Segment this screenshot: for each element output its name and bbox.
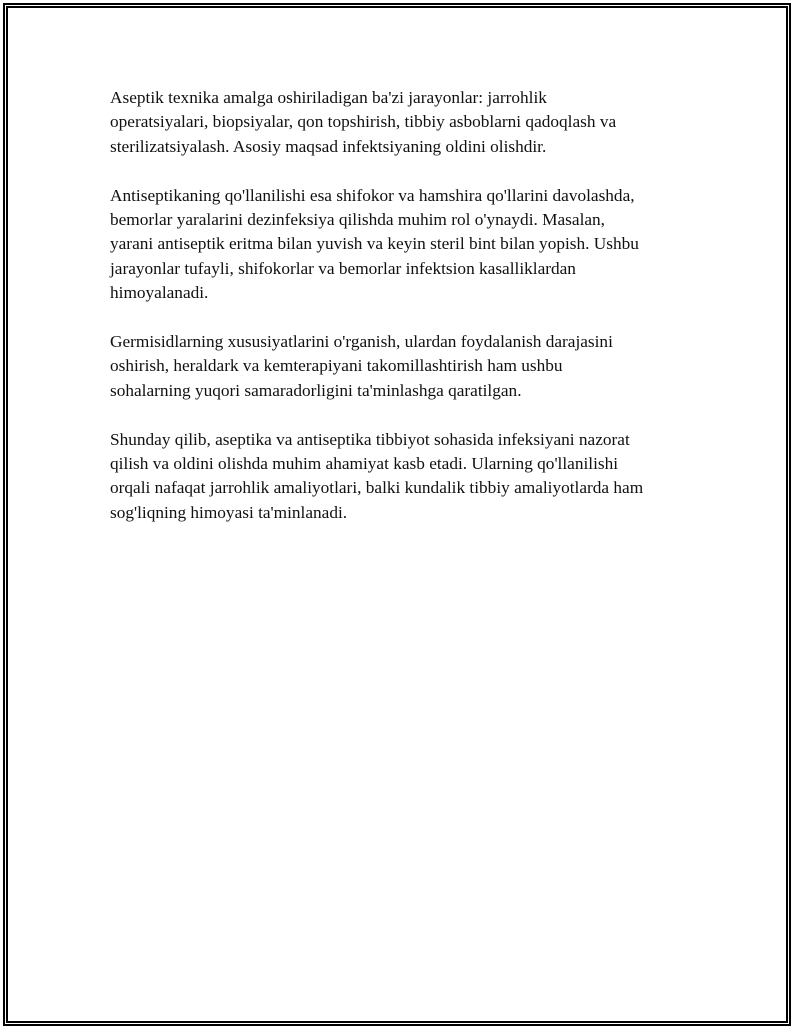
paragraph-germisidlar: Germisidlarning xususiyatlarini o'rganish, ulardan foydalanish darajasini oshirish, heraldark va kemterapiyani takomillashtirish ham ushbu sohalarning yuqori samaradorligini ta'minlashga qaratilgan. (110, 332, 613, 400)
paragraph-antiseptika-qollanilishi: Antiseptikaning qo'llanilishi esa shifokor va hamshira qo'llarini davolashda, bemorlar yaralarini dezinfeksiya qilishda muhim rol o'ynaydi. Masalan, yarani antiseptik eritma bilan yuvish va keyin steril bint bilan yopish. Ushbu jarayonlar tufayli, shifokorlar va bemorlar infektsion kasalliklardan himoyalanadi. (110, 185, 639, 303)
paragraph-xulosa: Shunday qilib, aseptika va antiseptika tibbiyot sohasida infeksiyani nazorat qilish va oldini olishda muhim ahamiyat kasb etadi. Ularning qo'llanilishi orqali nafaqat jarrohlik amaliyotlari, balki kundalik tibbiy amaliyotlarda ham sog'liqning himoyasi ta'minlanadi. (110, 429, 644, 522)
document-body (110, 86, 690, 550)
paragraph-aseptik-jarayonlar: Aseptik texnika amalga oshiriladigan ba'zi jarayonlar: jarrohlik operatsiyalari, biopsiyalar, qon topshirish, tibbiy asboblarni qadoqlash va sterilizatsiyalash. Asosiy maqsad infektsiyaning oldini olishdir. (110, 88, 617, 156)
